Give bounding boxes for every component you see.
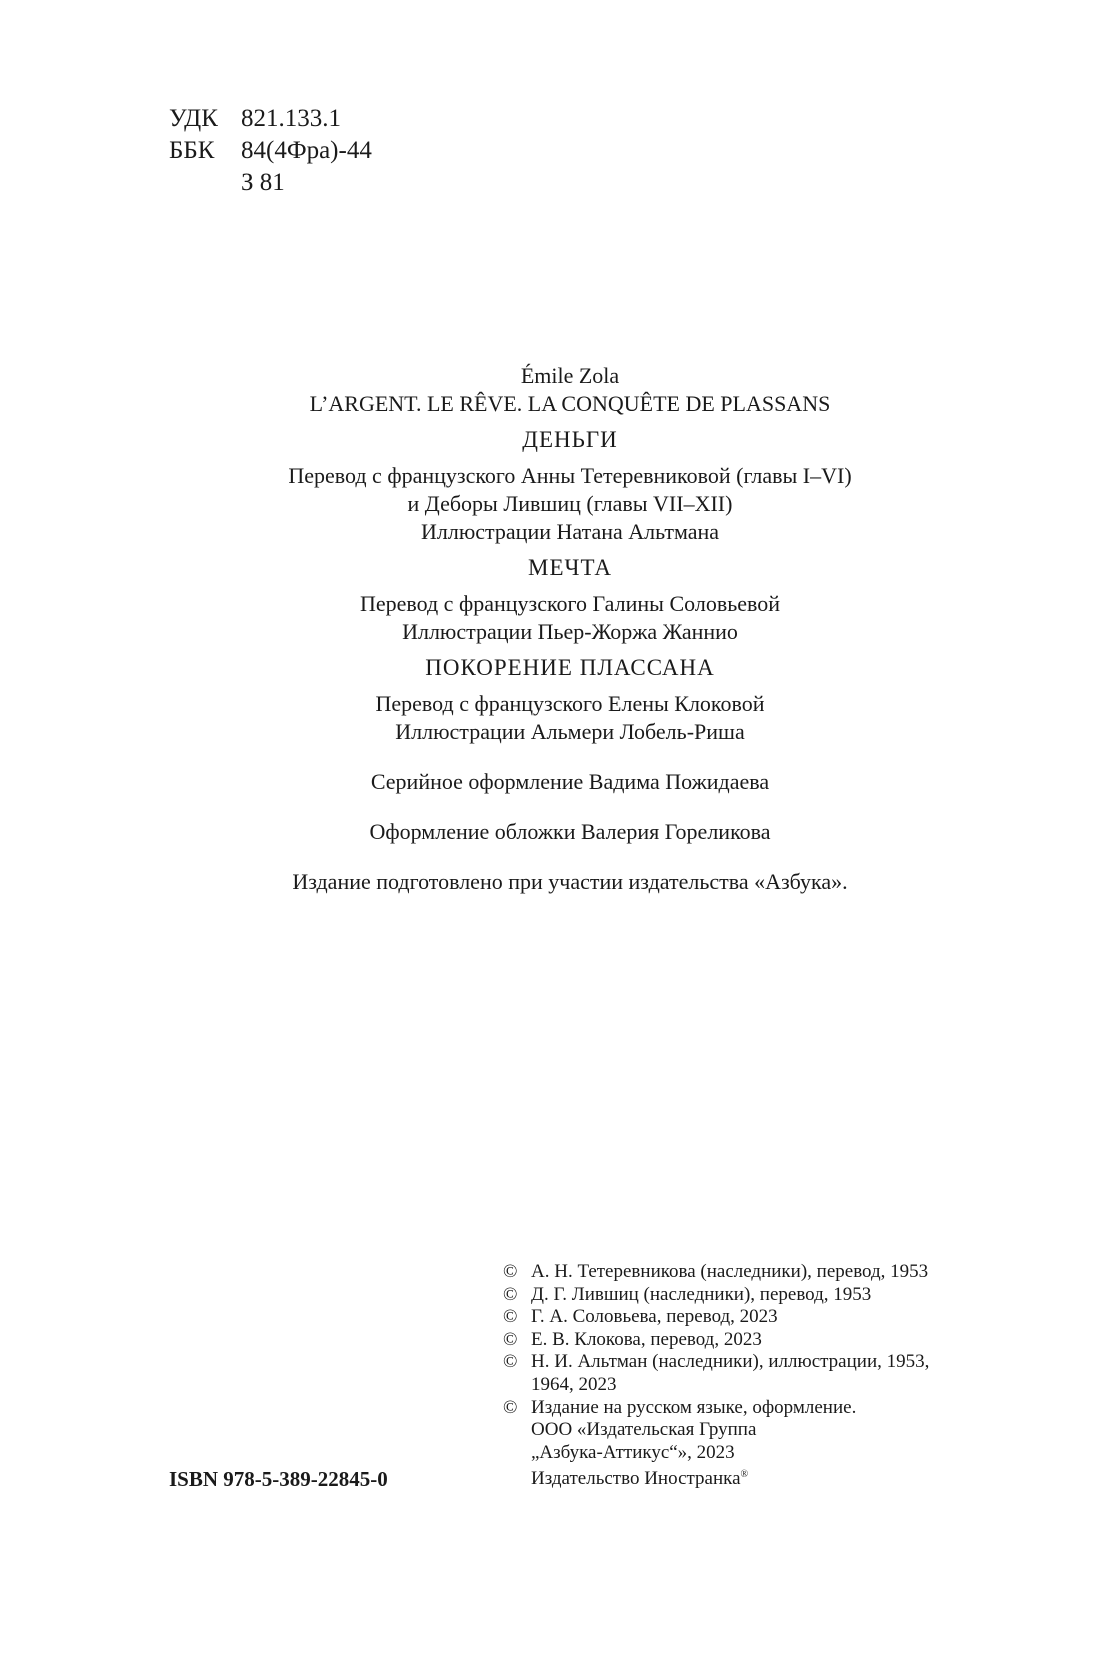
author-mark: З 81 bbox=[241, 169, 285, 196]
copyright-text: Е. В. Клокова, перевод, 2023 bbox=[531, 1328, 762, 1350]
copyright-text: Издание на русском языке, оформление. bbox=[531, 1396, 857, 1418]
copyright-icon: © bbox=[503, 1328, 518, 1350]
copyright-text: А. Н. Тетеревникова (наследники), перевод, 1953 bbox=[531, 1261, 929, 1282]
copyright-icon: © bbox=[503, 1283, 518, 1305]
bbk-row bbox=[169, 135, 372, 167]
credits-block bbox=[0, 362, 1100, 896]
copyright-item bbox=[503, 1351, 929, 1396]
copyright-text: ООО «Издательская Группа bbox=[531, 1419, 757, 1441]
cover-design-credit: Оформление обложки Валерия Гореликова bbox=[369, 819, 771, 844]
work-title: ПОКОРЕНИЕ ПЛАССАНА bbox=[425, 655, 715, 680]
work-credit-line: Иллюстрации Пьер-Жоржа Жаннио bbox=[402, 619, 738, 644]
work-title: ДЕНЬГИ bbox=[522, 427, 618, 452]
author-name: Émile Zola bbox=[520, 363, 620, 388]
copyright-item bbox=[503, 1306, 929, 1329]
copyright-icon: © bbox=[503, 1396, 518, 1418]
copyright-item bbox=[503, 1397, 929, 1491]
author-mark-row bbox=[169, 167, 372, 199]
work-credit-line: Перевод с французского Анны Тетеревниковой (главы I–VI) bbox=[288, 463, 852, 488]
copyright-text: „Азбука-Аттикус“», 2023 bbox=[531, 1441, 735, 1463]
copyright-block bbox=[503, 1261, 929, 1491]
copyright-text: Н. И. Альтман (наследники), иллюстрации, 1953, bbox=[531, 1351, 930, 1373]
copyright-text: Д. Г. Лившиц (наследники), перевод, 1953 bbox=[531, 1283, 872, 1305]
copyright-icon: © bbox=[503, 1261, 518, 1282]
udk-row bbox=[169, 103, 372, 135]
udk-value: 821.133.1 bbox=[241, 105, 341, 132]
bbk-label: ББК bbox=[169, 137, 215, 164]
copyright-text: 1964, 2023 bbox=[531, 1373, 617, 1395]
work-credit-line: Иллюстрации Альмери Лобель-Риша bbox=[395, 719, 745, 744]
work-credit-line: и Деборы Лившиц (главы VII–XII) bbox=[407, 491, 733, 516]
copyright-text: Г. А. Соловьева, перевод, 2023 bbox=[531, 1306, 778, 1328]
work-title: МЕЧТА bbox=[528, 555, 612, 580]
original-title: L’ARGENT. LE RÊVE. LA CONQUÊTE DE PLASSANS bbox=[309, 391, 831, 416]
work-credit-line: Иллюстрации Натана Альтмана bbox=[420, 519, 720, 544]
bbk-value: 84(4Фра)-44 bbox=[241, 137, 372, 164]
isbn: ISBN 978-5-389-22845-0 bbox=[169, 1467, 388, 1491]
work-credit-line: Перевод с французского Галины Соловьевой bbox=[359, 591, 781, 616]
work-credit-line: Перевод с французского Елены Клоковой bbox=[375, 691, 765, 716]
udk-label: УДК bbox=[169, 105, 218, 132]
copyright-text bbox=[531, 1464, 856, 1491]
series-design-credit: Серийное оформление Вадима Пожидаева bbox=[370, 769, 770, 794]
copyright-item bbox=[503, 1329, 929, 1352]
copyright-item bbox=[503, 1261, 929, 1284]
registered-mark-icon: ® bbox=[740, 1469, 749, 1481]
publisher-name: Издательство Иностранка bbox=[531, 1468, 741, 1490]
publisher-note: Издание подготовлено при участии издательства «Азбука». bbox=[292, 869, 848, 894]
classification-block bbox=[169, 103, 372, 199]
copyright-icon: © bbox=[503, 1306, 518, 1328]
copyright-icon: © bbox=[503, 1351, 518, 1373]
copyright-item bbox=[503, 1284, 929, 1307]
